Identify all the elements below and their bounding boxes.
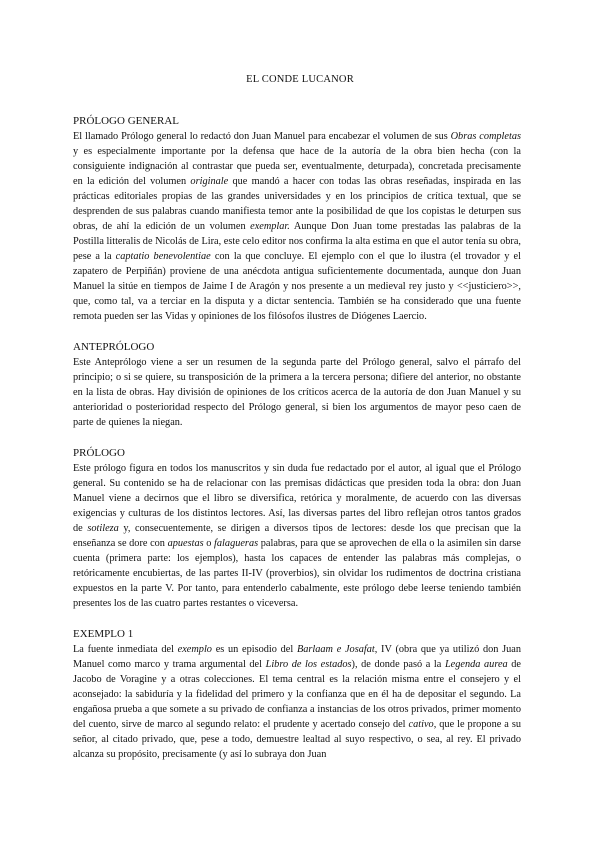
italic-run: exemplo — [177, 644, 212, 655]
text-run: es un episodio del — [211, 644, 297, 655]
section — [73, 446, 521, 611]
italic-run: apuestas — [167, 538, 204, 549]
text-run: Aunque Don Juan tome prestadas las palabras de la Postilla litteralis de Nicolás de Lira, este celo editor nos confirma la alta estima en que el autor tenía su obra, pese a la — [73, 221, 521, 262]
document-title: EL CONDE LUCANOR — [246, 74, 354, 85]
section-heading: ANTEPRÓLOGO — [73, 341, 155, 353]
section-paragraph — [73, 461, 521, 611]
italic-run: Libro de los estados — [265, 659, 352, 670]
italic-run: falagueras — [214, 538, 259, 549]
text-run: con la que concluye. El ejemplo con el que lo ilustra (el trovador y el zapatero de Perpiñán) proviene de una anécdota antigua suficientemente documentada, aunque don Juan Manuel la sitúe en tiempos de Jaime I de Aragón y nos presente a un medieval rey justo y <<justiciero>>, que, como tal, va a terciar en la disputa y a dictar sentencia. También se ha considerado que una fuente remota pueden ser las Vidas y opiniones de los filósofos ilustres de Diógenes Laercio. — [73, 251, 521, 322]
section-paragraph — [73, 642, 521, 762]
document-body — [73, 114, 521, 778]
section — [73, 114, 521, 324]
section-heading: EXEMPLO 1 — [73, 628, 134, 640]
section-paragraph — [73, 355, 521, 430]
text-run: y, consecuentemente, se dirigen a diversos tipos de lectores: desde los que precisan que la enseñanza se dore con — [73, 523, 522, 549]
text-run: ), de donde pasó a la — [351, 659, 445, 670]
italic-run: sotileza — [87, 523, 119, 534]
section — [73, 627, 521, 762]
text-run: El llamado Prólogo general lo redactó don Juan Manuel para encabezar el volumen de sus — [73, 131, 451, 142]
text-run: Este Anteprólogo viene a ser un resumen de la segunda parte del Prólogo general, salvo el párrafo del principio; o si se quiere, su transposición de la primera a la tercera persona; difiere del anterior, no obstante en la lista de obras. Hay división de opiniones de los críticos acerca de la autoría de don Juan Manuel y su anterioridad o posterioridad respecto del Prólogo general, si bien los argumentos de mayor peso caen de parte de quienes la niegan. — [73, 357, 521, 428]
section-heading: PRÓLOGO GENERAL — [73, 115, 180, 127]
text-run: o — [203, 538, 215, 549]
italic-run: cativo — [408, 719, 434, 730]
text-run: que mandó a hacer con todas las obras reseñadas, inspirada en las prácticas editoriales propias de las grandes universidades y en los principios de crítica textual, que se desprenden de sus palabras cuando manifiesta temor ante la posibilidad de que los copistas le deturpen sus obras, de ahí la edición de un volumen — [73, 176, 521, 232]
italic-run: Legenda aurea — [444, 659, 508, 670]
text-run: de Jacobo de Voragine y a otras colecciones. El tema central es la relación misma entre el consejero y el aconsejado: la sabiduría y la fidelidad del primero y la confianza que en él ha de depositar el segundo. La engañosa prueba a que somete a su privado de confianza a instancias de los otros privados, primer momento del cuento, sirve de marco al segundo relato: el prudente y acertado consejo del — [73, 659, 521, 730]
italic-run: exemplar. — [250, 221, 290, 232]
text-run: palabras, para que se aprovechen de ella o la asimilen sin darse cuenta (primera parte: los ejemplos), hasta los capaces de entender las palabras más complejas, o retóricamente encubiertas, de las partes II-IV (proverbios), sin olvidar los rudimentos de doctrina cristiana expuestos en la parte V. Por tanto, para entenderlo cabalmente, este prólogo debe leerse teniendo también presentes los de las cuatro partes restantes o viceversa. — [73, 538, 521, 609]
text-run: La fuente inmediata del — [73, 644, 178, 655]
section-paragraph — [73, 129, 521, 324]
italic-run: originale — [190, 176, 229, 187]
italic-run: Barlaam e Josafat — [296, 644, 375, 655]
text-run: Este prólogo figura en todos los manuscritos y sin duda fue redactado por el autor, al igual que el Prólogo general. Su contenido se ha de relacionar con las premisas didácticas que presiden toda la obra: don Juan Manuel viene a decirnos que el libro se diversifica, retórica y moralmente, de acuerdo con las diversas exigencias y culturas de los distintos lectores. Así, las diversas partes del libro reflejan otros tantos grados de — [73, 463, 521, 534]
section — [73, 340, 521, 430]
text-run: y es especialmente importante por la defensa que hace de la autoría de la obra bien hecha (con la consiguiente indignación al contrastar que pueda ser, eventualmente, deturpada), concretada precisamente en la edición del volumen — [73, 146, 521, 187]
section-heading: PRÓLOGO — [73, 447, 125, 459]
italic-run: captatio benevolentiae — [115, 251, 211, 262]
italic-run: Obras completas — [450, 131, 521, 142]
text-run: , que le propone a su señor, al citado privado, que, pese a todo, demuestre lealtad al suyo respectivo, o sea, al rey. El privado alcanza su propósito, precisamente (y así lo subraya don Juan — [73, 719, 522, 760]
text-run: , IV (obra que ya utilizó don Juan Manuel como marco y trama argumental del — [73, 644, 521, 670]
